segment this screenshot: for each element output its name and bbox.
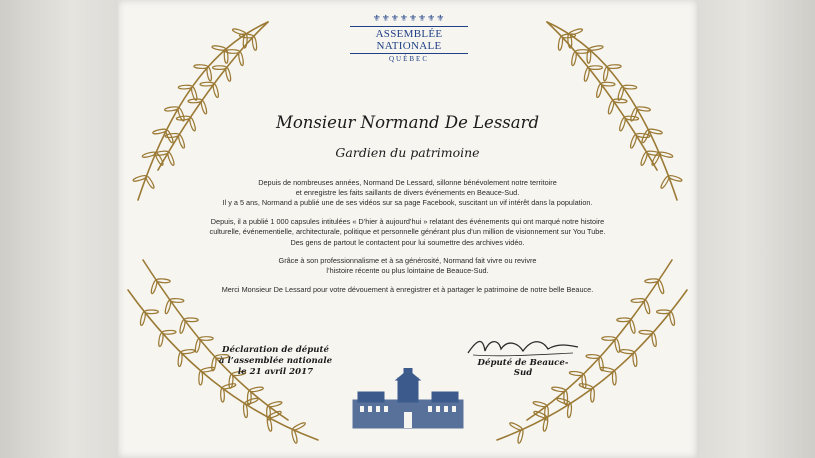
laurel-leaf — [614, 338, 620, 352]
laurel-leaf — [551, 386, 565, 392]
logo-name: ASSEMBLÉE NATIONALE — [350, 26, 468, 54]
laurel-leaf — [144, 310, 158, 314]
fleur-de-lis-icon: ⚜⚜⚜⚜⚜⚜⚜⚜ — [372, 14, 446, 24]
deputy-title: Député de Beauce-Sud — [477, 358, 569, 378]
laurel-leaf — [632, 352, 637, 366]
laurel-leaf — [162, 330, 176, 334]
parliament-building-icon — [348, 368, 468, 430]
laurel-leaf — [247, 391, 251, 405]
laurel-leaf — [225, 67, 232, 81]
laurel-leaf — [607, 64, 621, 68]
laurel-leaf — [212, 83, 219, 97]
laurel-leaf — [623, 85, 637, 89]
laurel-leaf — [184, 318, 198, 322]
laurel-leaf — [643, 300, 650, 314]
laurel-leaf — [657, 310, 671, 314]
laurel-leaf — [602, 337, 616, 341]
laurel-leaf — [206, 67, 212, 81]
paragraph-1: Depuis de nombreuses années, Normand De Lessard, sillonne bénévolement notre territoire et enregistre les faits saillants de divers événements en Beauce-Sud. Il y a 5 ans, Normand a publié une de ses vidéos sur sa page Facebook, suscitant un vif intérêt dans la population. — [222, 178, 593, 208]
laurel-leaf — [558, 36, 564, 50]
paragraph-3: Grâce à son professionnalisme et à sa générosité, Normand fait vivre ou revivre l’histoire récente ou plus lointaine de Beauce-Sud. — [278, 256, 537, 276]
laurel-leaf — [586, 354, 600, 359]
laurel-leaf — [657, 280, 665, 294]
laurel-leaf — [590, 388, 594, 402]
laurel-leaf — [145, 175, 155, 189]
laurel-leaf — [583, 67, 590, 81]
laurel-leaf — [212, 45, 226, 51]
laurel-leaf — [582, 374, 587, 388]
laurel-leaf — [140, 311, 147, 325]
assemblee-nationale-logo — [350, 14, 468, 63]
laurel-leaf — [589, 45, 603, 51]
laurel-leaf — [164, 300, 171, 314]
certificate-document — [118, 0, 697, 458]
certificate-body — [178, 178, 637, 304]
laurel-leaf — [178, 352, 183, 366]
laurel-leaf — [588, 66, 602, 70]
laurel-leaf — [571, 51, 577, 65]
laurel-leaf — [601, 82, 615, 86]
laurel-leaf — [178, 85, 192, 89]
laurel-leaf — [200, 82, 214, 86]
laurel-leaf — [188, 99, 202, 103]
laurel-leaf — [651, 332, 657, 346]
signature — [463, 333, 583, 361]
laurel-leaf — [598, 357, 604, 371]
laurel-leaf — [669, 311, 676, 325]
laurel-leaf — [596, 83, 603, 97]
blurred-background-left — [0, 0, 118, 458]
laurel-leaf — [199, 337, 213, 341]
paragraph-2: Depuis, il a publié 1 000 capsules intitulées « D’hier à aujourd’hui » relatant des événements qui ont marqué notre histoire culturelle, événementielle, architecturale, politique et personnelle générant plus d’un million de visionnement sur You Tube. Des gens de partout le contactent pour lui soumettre des archives vidéo. — [209, 217, 606, 247]
laurel-leaf — [564, 391, 568, 405]
laurel-leaf — [181, 349, 195, 354]
laurel-leaf — [629, 319, 636, 333]
paragraph-4: Merci Monsieur De Lessard pour votre dévouement à enregistrer et à partager le patrimoine de notre belle Beauce. — [221, 285, 594, 295]
logo-subtitle: QUÉBEC — [389, 55, 429, 63]
laurel-leaf — [617, 318, 631, 322]
laurel-leaf — [194, 338, 200, 352]
certificate-subtitle: Gardien du patrimoine — [335, 145, 480, 160]
laurel-leaf — [268, 401, 282, 408]
laurel-leaf — [612, 371, 616, 385]
laurel-leaf — [620, 349, 634, 354]
laurel-leaf — [194, 64, 208, 68]
laurel-leaf — [199, 371, 203, 385]
laurel-leaf — [292, 422, 306, 432]
laurel-leaf — [603, 67, 609, 81]
laurel-leaf — [179, 319, 186, 333]
certificate-title: Monsieur Normand De Lessard — [275, 113, 540, 132]
laurel-leaf — [213, 66, 227, 70]
laurel-leaf — [639, 330, 653, 334]
laurel-leaf — [613, 99, 627, 103]
blurred-background-right — [697, 0, 815, 458]
laurel-leaf — [249, 386, 263, 392]
laurel-leaf — [220, 388, 224, 402]
laurel-leaf — [533, 401, 547, 408]
laurel-leaf — [238, 51, 244, 65]
laurel-leaf — [158, 332, 164, 346]
declaration-block: Déclaration de député à l’assemblée nationale le 21 avril 2017 — [218, 345, 333, 377]
laurel-leaf — [600, 367, 614, 373]
laurel-leaf — [252, 36, 258, 50]
